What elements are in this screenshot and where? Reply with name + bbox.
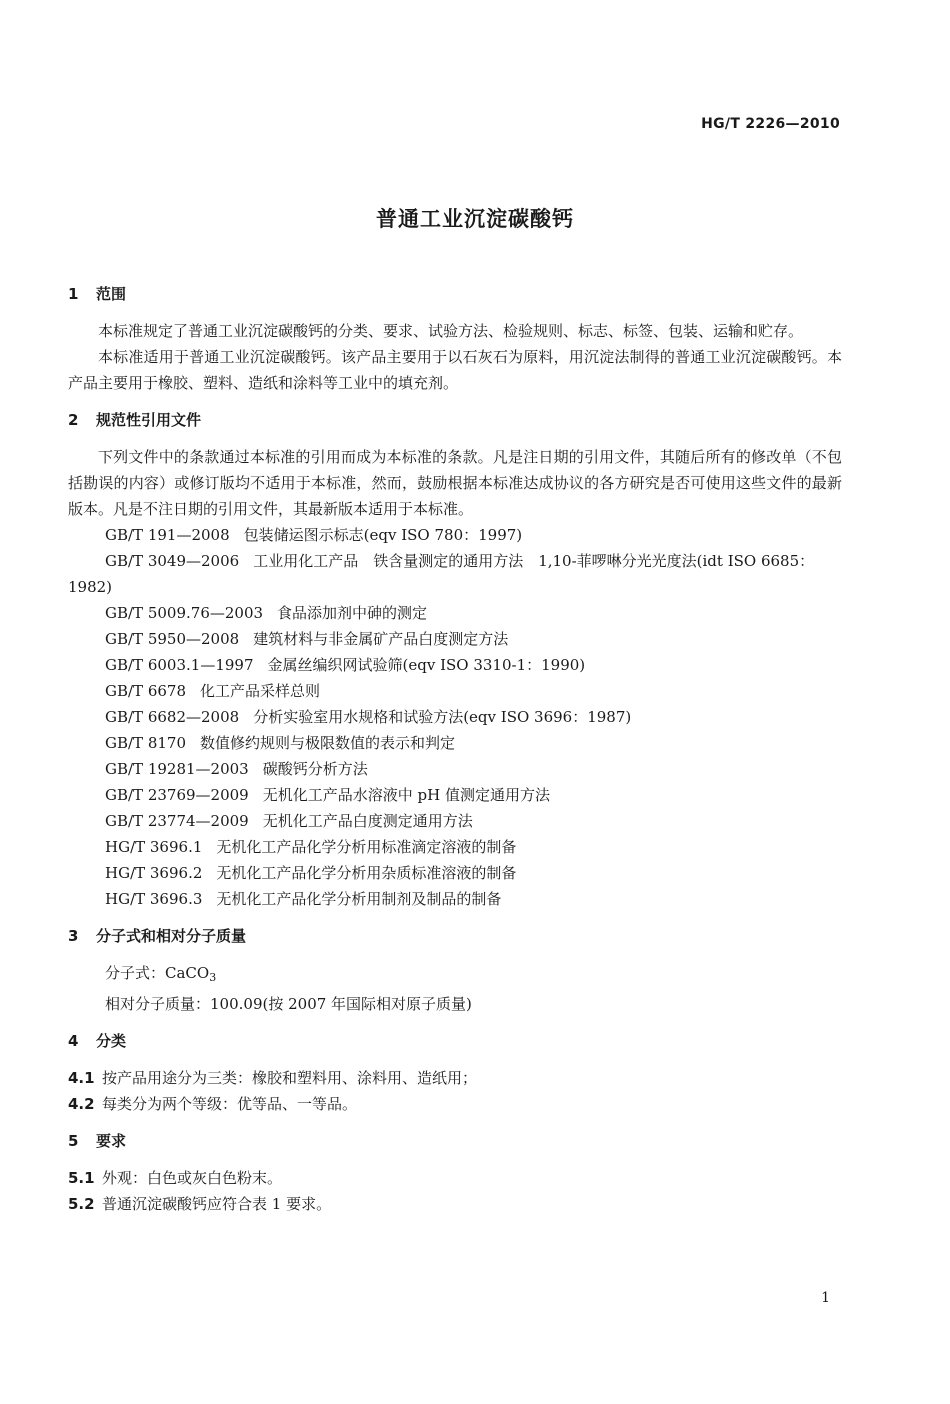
reference-title: 碳酸钙分析方法	[262, 760, 368, 778]
reference-title: 无机化工产品化学分析用杂质标准溶液的制备	[216, 864, 517, 882]
reference-item	[68, 860, 842, 886]
reference-item	[68, 886, 842, 912]
reference-title: 无机化工产品化学分析用标准滴定溶液的制备	[216, 838, 517, 856]
reference-code: HG/T 3696.3	[105, 890, 203, 908]
clause-item	[68, 1091, 842, 1117]
clause-number: 4.2	[68, 1095, 95, 1113]
paragraph: 本标准适用于普通工业沉淀碳酸钙。该产品主要用于以石灰石为原料，用沉淀法制得的普通工业沉淀碳酸钙。本产品主要用于橡胶、塑料、造纸和涂料等工业中的填充剂。	[68, 348, 842, 392]
section-number: 2	[68, 411, 79, 429]
reference-code: HG/T 3696.1	[105, 838, 203, 856]
paragraph: 本标准规定了普通工业沉淀碳酸钙的分类、要求、试验方法、检验规则、标志、标签、包装、运输和贮存。	[98, 322, 804, 340]
reference-item	[68, 678, 842, 704]
section-number: 3	[68, 927, 79, 945]
section-title: 范围	[96, 285, 127, 303]
reference-item	[68, 704, 842, 730]
section-4-heading	[68, 1029, 842, 1053]
clause-item	[68, 1065, 842, 1091]
section-number: 5	[68, 1132, 79, 1150]
reference-title: 金属丝编织网试验筛(eqv ISO 3310-1：1990)	[267, 656, 586, 674]
clause-item	[68, 1191, 842, 1217]
reference-item	[68, 782, 842, 808]
reference-code: GB/T 6003.1—1997	[105, 656, 254, 674]
reference-item	[68, 652, 842, 678]
clause-text: 每类分为两个等级：优等品、一等品。	[102, 1095, 358, 1113]
reference-title: 数值修约规则与极限数值的表示和判定	[200, 734, 456, 752]
reference-code: GB/T 23774—2009	[105, 812, 249, 830]
section-number: 4	[68, 1032, 79, 1050]
reference-item	[68, 548, 842, 600]
section-3-heading	[68, 924, 842, 948]
reference-list	[68, 522, 842, 912]
reference-title: 建筑材料与非金属矿产品白度测定方法	[253, 630, 509, 648]
reference-code: GB/T 5009.76—2003	[105, 604, 264, 622]
reference-code: GB/T 5950—2008	[105, 630, 240, 648]
document-title: 普通工业沉淀碳酸钙	[376, 207, 574, 231]
clause-number: 5.2	[68, 1195, 95, 1213]
reference-code: GB/T 191—2008	[105, 526, 230, 544]
reference-title: 无机化工产品水溶液中 pH 值测定通用方法	[262, 786, 550, 804]
section-1-heading	[68, 282, 842, 306]
reference-item	[68, 522, 842, 548]
reference-code: GB/T 6682—2008	[105, 708, 240, 726]
reference-title: 食品添加剂中砷的测定	[277, 604, 428, 622]
standard-code: HG/T 2226—2010	[701, 116, 840, 132]
molecular-formula	[68, 960, 842, 991]
reference-title: 无机化工产品化学分析用制剂及制品的制备	[216, 890, 502, 908]
formula-main: CaCO	[165, 964, 210, 982]
reference-title: 包装储运图示标志(eqv ISO 780：1997)	[243, 526, 523, 544]
section-number: 1	[68, 285, 79, 303]
reference-item	[68, 730, 842, 756]
clause-text: 普通沉淀碳酸钙应符合表 1 要求。	[102, 1195, 332, 1213]
reference-code: GB/T 6678	[105, 682, 187, 700]
clause-text: 外观：白色或灰白色粉末。	[102, 1169, 283, 1187]
section-5-heading	[68, 1129, 842, 1153]
clause-item	[68, 1165, 842, 1191]
section-2-heading	[68, 408, 842, 432]
reference-code: GB/T 19281—2003	[105, 760, 249, 778]
clause-text: 按产品用途分为三类：橡胶和塑料用、涂料用、造纸用；	[102, 1069, 478, 1087]
formula-label: 分子式：	[105, 964, 166, 982]
section-title: 要求	[96, 1132, 127, 1150]
reference-item	[68, 626, 842, 652]
reference-title: 化工产品采样总则	[200, 682, 321, 700]
paragraph: 下列文件中的条款通过本标准的引用而成为本标准的条款。凡是注日期的引用文件，其随后所有的修改单（不包括勘误的内容）或修订版均不适用于本标准，然而，鼓励根据本标准达成协议的各方研究是否可使用这些文件的最新版本。凡是不注日期的引用文件，其最新版本适用于本标准。	[68, 448, 842, 518]
molecular-mass: 相对分子质量：100.09(按 2007 年国际相对原子质量)	[105, 995, 472, 1013]
section-title: 分类	[96, 1032, 127, 1050]
document-body	[68, 282, 842, 1217]
reference-item	[68, 600, 842, 626]
reference-item	[68, 756, 842, 782]
reference-title: 无机化工产品白度测定通用方法	[262, 812, 473, 830]
reference-title: 工业用化工产品 铁含量测定的通用方法 1,10-菲啰啉分光光度法(idt ISO 6685：1982)	[68, 552, 815, 596]
reference-code: GB/T 8170	[105, 734, 187, 752]
formula-subscript: 3	[209, 971, 217, 984]
reference-code: GB/T 3049—2006	[105, 552, 240, 570]
reference-code: HG/T 3696.2	[105, 864, 203, 882]
page-number: 1	[821, 1290, 830, 1306]
section-title: 分子式和相对分子质量	[96, 927, 247, 945]
reference-item	[68, 834, 842, 860]
clause-number: 5.1	[68, 1169, 95, 1187]
section-title: 规范性引用文件	[96, 411, 202, 429]
reference-item	[68, 808, 842, 834]
reference-title: 分析实验室用水规格和试验方法(eqv ISO 3696：1987)	[253, 708, 632, 726]
reference-code: GB/T 23769—2009	[105, 786, 249, 804]
clause-number: 4.1	[68, 1069, 95, 1087]
